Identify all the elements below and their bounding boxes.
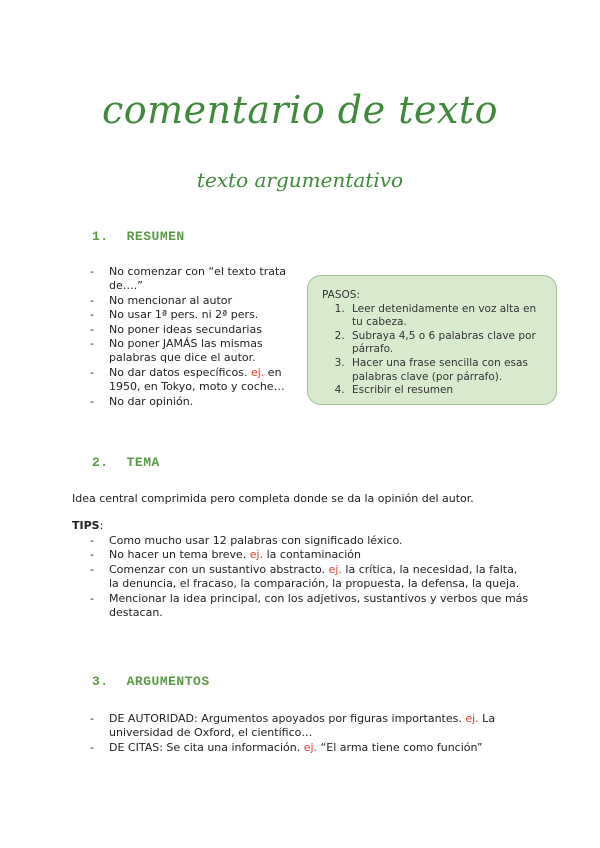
section-number: 1.	[92, 229, 109, 244]
list-item: - Comenzar con un sustantivo abstracto. ej. la crítica, la necesidad, la falta, la denuncia, el fracaso, la comparación, la propuesta, la defensa, la queja.	[90, 563, 530, 592]
pasos-steps	[322, 303, 544, 398]
document-title: comentario de texto	[101, 88, 499, 132]
tema-tips-list	[90, 534, 530, 620]
list-item: - No poner ideas secundarias	[90, 323, 300, 337]
section-number: 3.	[92, 674, 109, 689]
section-heading-tema	[92, 455, 160, 470]
list-item: - No dar datos específicos. ej. en 1950, en Tokyo, moto y coche…	[90, 366, 300, 395]
list-item: - No poner JAMÁS las mismas palabras que dice el autor.	[90, 337, 300, 366]
list-item: - DE AUTORIDAD: Argumentos apoyados por figuras importantes. ej. La universidad de Oxford, el científico…	[90, 712, 530, 741]
tema-paragraph: Idea central comprimida pero completa donde se da la opinión del autor.	[72, 492, 474, 505]
list-item: - No dar opinión.	[90, 395, 300, 409]
section-title: RESUMEN	[126, 229, 185, 244]
list-item: - No usar 1ª pers. ni 2ª pers.	[90, 308, 300, 322]
section-heading-resumen	[92, 229, 185, 244]
list-item: - Como mucho usar 12 palabras con significado léxico.	[90, 534, 530, 548]
section-heading-argumentos	[92, 674, 210, 689]
list-item: - No hacer un tema breve. ej. la contaminación	[90, 548, 530, 562]
tips-label: TIPS:	[72, 519, 104, 532]
pasos-step: 3. Hacer una frase sencilla con esas palabras clave (por párrafo).	[348, 357, 544, 384]
example-marker: ej.	[328, 562, 342, 576]
example-marker: ej.	[250, 365, 265, 379]
pasos-step: 1. Leer detenidamente en voz alta en tu cabeza.	[348, 303, 544, 330]
pasos-label: PASOS:	[322, 289, 360, 301]
section-title: ARGUMENTOS	[126, 674, 210, 689]
resumen-list	[90, 265, 300, 409]
section-number: 2.	[92, 455, 109, 470]
list-item: - DE CITAS: Se cita una información. ej. “El arma tiene como función”	[90, 741, 530, 755]
pasos-step: 2. Subraya 4,5 o 6 palabras clave por párrafo.	[348, 330, 544, 357]
example-marker: ej.	[249, 548, 264, 562]
list-item: - No comenzar con “el texto trata de….”	[90, 265, 300, 294]
list-item: - Mencionar la idea principal, con los adjetivos, sustantivos y verbos que más destacan.	[90, 592, 530, 621]
argumentos-list	[90, 712, 530, 755]
document-subtitle: texto argumentativo	[196, 168, 404, 192]
section-title: TEMA	[126, 455, 160, 470]
pasos-box	[307, 275, 557, 405]
list-item: - No mencionar al autor	[90, 294, 300, 308]
example-marker: ej.	[465, 712, 479, 725]
pasos-step: 4. Escribir el resumen	[348, 384, 544, 398]
example-marker: ej.	[303, 740, 318, 754]
